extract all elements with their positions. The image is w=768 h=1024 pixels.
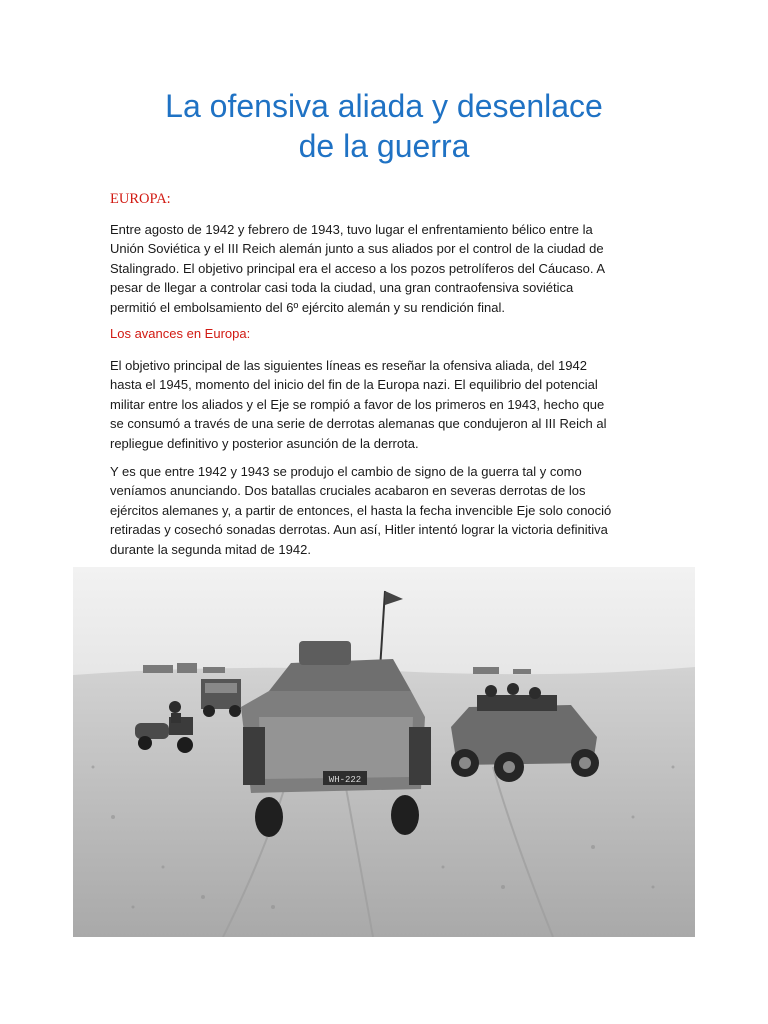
- paragraph-line: El objetivo principal de las siguientes líneas es reseñar la ofensiva aliada, del 1942: [110, 358, 587, 373]
- paragraph-line: pesar de llegar a controlar casi toda la ciudad, una gran contraofensiva soviética: [110, 280, 574, 296]
- paragraph-line: ejércitos alemanes y, a partir de entonces, el hasta la fecha invencible Eje solo conoció: [110, 502, 612, 518]
- paragraph-line: repliegue definitivo y posterior asunción de la derrota.: [110, 435, 419, 451]
- subsection-heading-avances: Los avances en Europa:: [110, 326, 251, 341]
- paragraph-line: durante la segunda mitad de 1942.: [110, 541, 311, 557]
- paragraph-line: hasta el 1945, momento del inicio del fin de la Europa nazi. El equilibrio del potencial: [110, 377, 598, 393]
- paragraph-line: militar entre los aliados y el Eje se rompió a favor de los primeros en 1943, hecho que: [110, 396, 605, 412]
- paragraph-line: Stalingrado. El objetivo principal era el acceso a los pozos petrolíferos del Cáucaso. A: [110, 260, 606, 276]
- paragraph-line: veníamos anunciando. Dos batallas cruciales acabaron en severas derrotas de los: [110, 483, 586, 499]
- paragraph-line: permitió el embolsamiento del 6º ejército alemán y su rendición final.: [110, 299, 505, 315]
- paragraph-cambio-de-signo: [110, 462, 658, 559]
- page-title: [90, 86, 678, 166]
- title-line-1: La ofensiva aliada y desenlace: [165, 88, 603, 124]
- section-heading-europa: EUROPA:: [110, 191, 171, 207]
- paragraph-ofensiva-aliada: [110, 356, 658, 453]
- paragraph-line: retiradas y cosechó sonadas derrotas. Aun así, Hitler intentó lograr la victoria definitiva: [110, 522, 608, 538]
- paragraph-line: Y es que entre 1942 y 1943 se produjo el cambio de signo de la guerra tal y como: [110, 464, 582, 479]
- paragraph-stalingrado: [110, 220, 658, 317]
- paragraph-line: se consumó a través de una serie de derrotas alemanas que condujeron al III Reich al: [110, 416, 607, 432]
- photo-illustration: [73, 567, 695, 937]
- desert-convoy-photo: [73, 567, 695, 937]
- paragraph-line: Unión Soviética y el III Reich alemán junto a sus aliados por el control de la ciudad de: [110, 241, 604, 257]
- title-line-2: de la guerra: [298, 128, 470, 164]
- paragraph-line: Entre agosto de 1942 y febrero de 1943, tuvo lugar el enfrentamiento bélico entre la: [110, 222, 593, 237]
- license-plate: WH-222: [328, 775, 362, 785]
